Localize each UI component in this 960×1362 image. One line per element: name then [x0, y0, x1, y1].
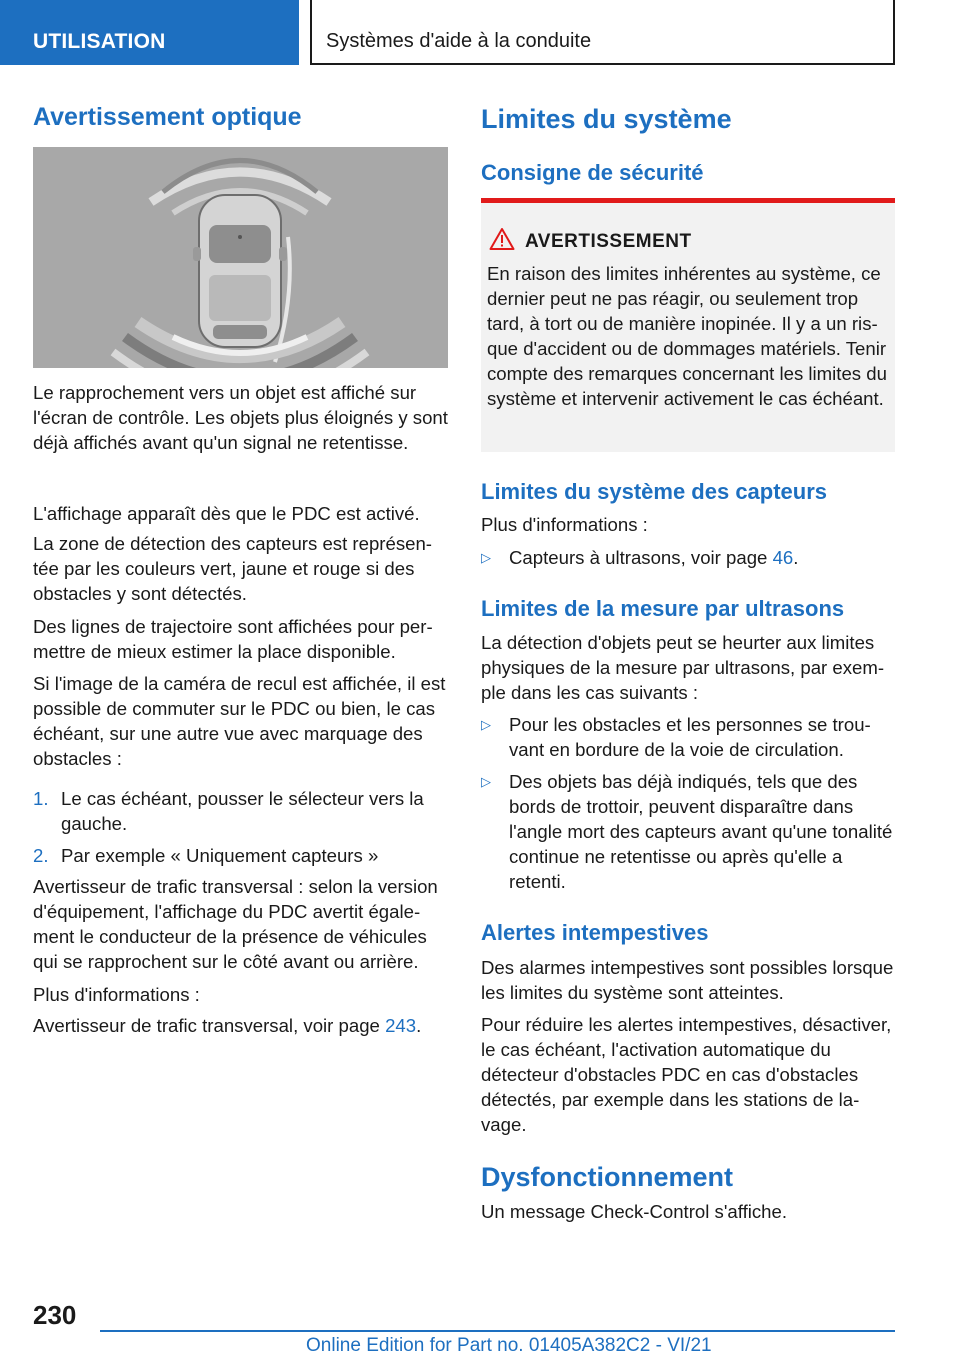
list-item: [33, 843, 448, 868]
crossref-text: Capteurs à ultrasons, voir page: [509, 547, 773, 568]
list-item: [481, 712, 895, 762]
heading-consigne-securite: Consigne de sécurité: [481, 160, 704, 185]
warning-body: En raison des limites inhérentes au système, ce dernier peut ne pas réagir, ou seulement trop tard, à tort ou de manière inopinée. Il y a un risque d'accident ou de dommages matériels. Tenir compte des remarques concernant les limites du système et intervenir activement le cas échéant.: [487, 263, 887, 409]
footer-edition: Online Edition for Part no. 01405A382C2 - VI/21: [306, 1335, 712, 1356]
warning-box: [481, 198, 895, 452]
heading-limites-capteurs: Limites du système des capteurs: [481, 479, 828, 504]
paragraph: Si l'image de la caméra de recul est affichée, il est possible de commuter sur le PDC ou bien, le cas échéant, sur une autre vue avec marquage des obstacles :: [33, 673, 446, 769]
list-item-text: [509, 545, 895, 570]
paragraph: La zone de détection des capteurs est représentée par les couleurs vert, jaune et rouge si des obstacles y sont détectés.: [33, 533, 432, 604]
paragraph: Le rapprochement vers un objet est affiché sur l'écran de contrôle. Les objets plus éloignés y sont déjà affichés avant qu'un signal ne retentisse.: [33, 382, 448, 453]
heading-dysfonctionnement: Dysfonctionnement: [481, 1162, 734, 1192]
step-text: Le cas échéant, pousser le sélecteur vers la gauche.: [61, 788, 424, 834]
bullet-marker: ▷: [481, 550, 491, 565]
header-chapter-box: [310, 0, 895, 65]
paragraph: Des alarmes intempestives sont possibles lorsque les limites du système sont atteintes.: [481, 957, 894, 1003]
step-number: 2.: [33, 845, 49, 866]
heading-limites-du-systeme: Limites du système: [481, 104, 732, 134]
heading-avertissement-optique: Avertissement optique: [33, 103, 302, 131]
paragraph: Plus d'informations :: [481, 514, 648, 535]
step-number: 1.: [33, 788, 49, 809]
page-number: 230: [33, 1300, 77, 1330]
header-section-label: UTILISATION: [33, 30, 166, 53]
step-text: Par exemple « Uniquement capteurs »: [61, 845, 379, 866]
paragraph: Plus d'informations :: [33, 984, 200, 1005]
header-chapter-label: Systèmes d'aide à la conduite: [326, 30, 592, 52]
list-item-text: Pour les obstacles et les personnes se trouvant en bordure de la voie de circulation.: [509, 714, 871, 760]
warning-triangle-icon: [489, 227, 515, 251]
paragraph: Avertisseur de trafic transversal : selon la version d'équipement, l'affichage du PDC avertit également le conducteur de la présence de véhicules qui se rapprochent sur le côté avant ou arrière.: [33, 876, 438, 972]
bullet-marker: ▷: [481, 717, 491, 732]
warning-title: AVERTISSEMENT: [525, 231, 692, 252]
paragraph: L'affichage apparaît dès que le PDC est activé.: [33, 503, 420, 524]
list-item-text: Des objets bas déjà indiqués, tels que des bords de trottoir, peuvent disparaître dans l'angle mort des capteurs avant qu'une tonalité continue ne retentisse ou après qu'elle a retenti.: [509, 771, 893, 892]
paragraph: La détection d'objets peut se heurter aux limites physiques de la mesure par ultrasons, par exemple dans les cas suivants :: [481, 632, 885, 703]
pdc-car-top-view-illustration: [33, 147, 448, 368]
header-section-tab: [0, 0, 299, 65]
crossref-end: .: [793, 547, 799, 568]
paragraph-crossref: [33, 1013, 448, 1038]
list-item: [481, 545, 895, 570]
page-link-243[interactable]: 243: [385, 1015, 417, 1036]
list-item: [33, 786, 448, 836]
list-item: [481, 769, 895, 894]
page-link-46[interactable]: 46: [772, 547, 794, 568]
paragraph: Pour réduire les alertes intempestives, désactiver, le cas échéant, l'activation automatique du détecteur d'obstacles PDC en cas d'obstacles détectés, par exemple dans les stations de lavage.: [481, 1014, 892, 1135]
footer-divider: [100, 1330, 895, 1332]
bullet-marker: ▷: [481, 774, 491, 789]
paragraph: Un message Check-Control s'affiche.: [481, 1201, 788, 1222]
paragraph: Des lignes de trajectoire sont affichées pour permettre de mieux estimer la place disponible.: [33, 616, 433, 662]
heading-alertes-intempestives: Alertes intempestives: [481, 920, 709, 945]
crossref-text: Avertisseur de trafic transversal, voir page: [33, 1015, 386, 1036]
crossref-end: .: [416, 1015, 422, 1036]
heading-limites-ultrasons: Limites de la mesure par ultrasons: [481, 596, 845, 621]
